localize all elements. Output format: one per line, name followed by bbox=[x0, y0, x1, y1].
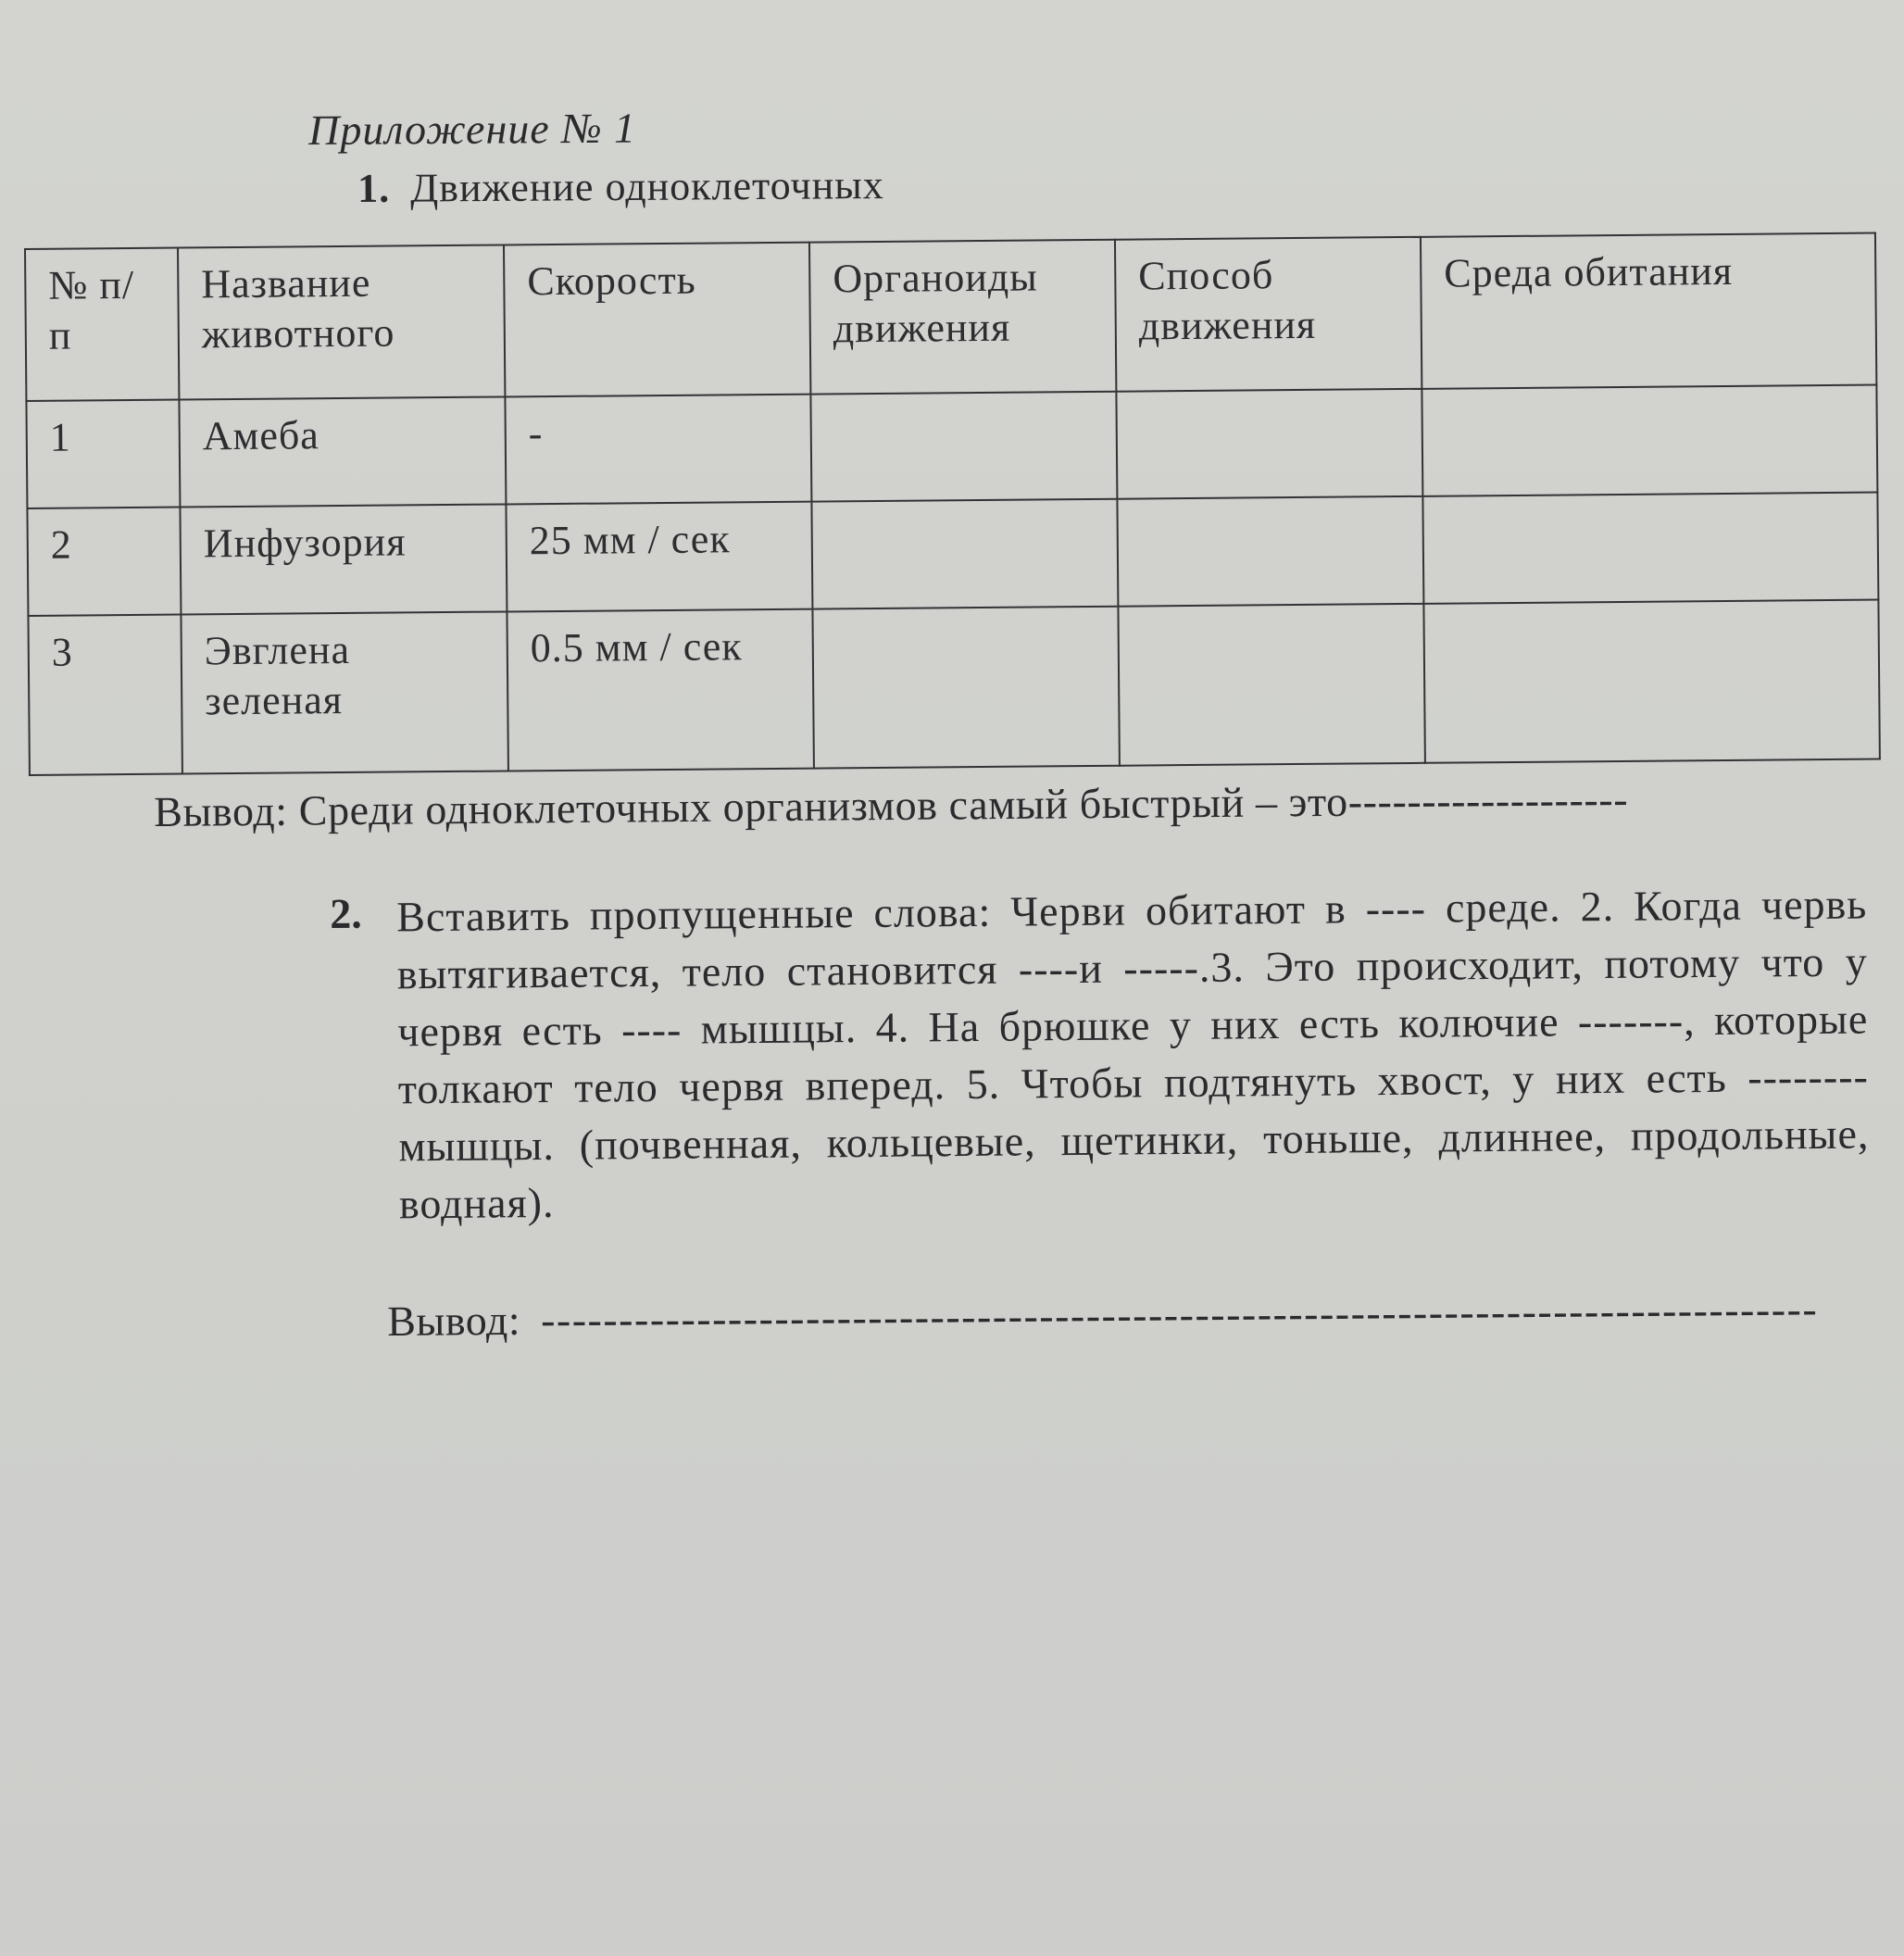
task2-conclusion-label: Вывод: bbox=[387, 1296, 521, 1345]
cell-organelles[interactable] bbox=[812, 607, 1119, 769]
task2-number: 2. bbox=[330, 889, 362, 937]
task1-conclusion: Вывод: Среди одноклеточных организмов самый быстрый – это------------------- bbox=[154, 775, 1629, 835]
table-row bbox=[26, 385, 1877, 508]
cell-number: 2 bbox=[27, 508, 181, 616]
cell-speed: 25 мм / сек bbox=[506, 502, 812, 612]
task1-title: Движение одноклеточных bbox=[410, 162, 884, 211]
header-animal-name: Название животного bbox=[178, 244, 505, 399]
cell-movement-method[interactable] bbox=[1116, 389, 1422, 499]
cell-speed: - bbox=[505, 395, 811, 505]
table-header-row bbox=[25, 233, 1876, 401]
appendix-title: Приложение № 1 bbox=[308, 104, 637, 154]
header-habitat: Среда обитания bbox=[1421, 233, 1876, 389]
header-speed: Скорость bbox=[504, 243, 810, 397]
organisms-table bbox=[24, 232, 1881, 776]
organisms-table-wrapper bbox=[24, 232, 1879, 776]
cell-movement-method[interactable] bbox=[1117, 496, 1423, 607]
cell-speed: 0.5 мм / сек bbox=[507, 609, 813, 771]
cell-animal-name: Амеба bbox=[179, 396, 506, 507]
task1-heading bbox=[357, 161, 884, 212]
task2-block bbox=[330, 876, 1870, 1234]
cell-organelles[interactable] bbox=[811, 499, 1118, 609]
cell-habitat[interactable] bbox=[1422, 493, 1878, 604]
task2-text: Вставить пропущенные слова: Черви обитают в ---- среде. 2. Когда червь вытягивается, тело становится ----и -----.3. Это происходит, потому что у червя есть ---- мышцы. 4. На брюшке у них есть колючие -------, которые толкают тело червя вперед. 5. Чтобы подтянуть хвост, у них есть -------- мышцы. (почвенная, кольцевые, щетинки, тоньше, длиннее, продольные, водная). bbox=[396, 880, 1870, 1228]
cell-number: 1 bbox=[26, 400, 180, 508]
cell-number: 3 bbox=[28, 615, 182, 775]
header-movement-method: Способ движения bbox=[1115, 237, 1422, 392]
header-number: № п/п bbox=[25, 248, 179, 401]
table-row bbox=[28, 600, 1879, 775]
cell-animal-name: Инфузория bbox=[180, 504, 507, 614]
cell-organelles[interactable] bbox=[810, 392, 1117, 502]
task2-conclusion-blank[interactable]: ---------------------------------------------------------------------------------- bbox=[540, 1285, 1819, 1344]
cell-habitat[interactable] bbox=[1422, 385, 1877, 496]
task2-conclusion bbox=[387, 1284, 1878, 1346]
cell-habitat[interactable] bbox=[1423, 600, 1879, 763]
cell-animal-name: Эвглена зеленая bbox=[181, 611, 507, 773]
table-row bbox=[27, 493, 1878, 616]
task1-number: 1. bbox=[357, 165, 391, 211]
header-organelles: Органоиды движения bbox=[809, 240, 1116, 395]
cell-movement-method[interactable] bbox=[1118, 604, 1424, 766]
